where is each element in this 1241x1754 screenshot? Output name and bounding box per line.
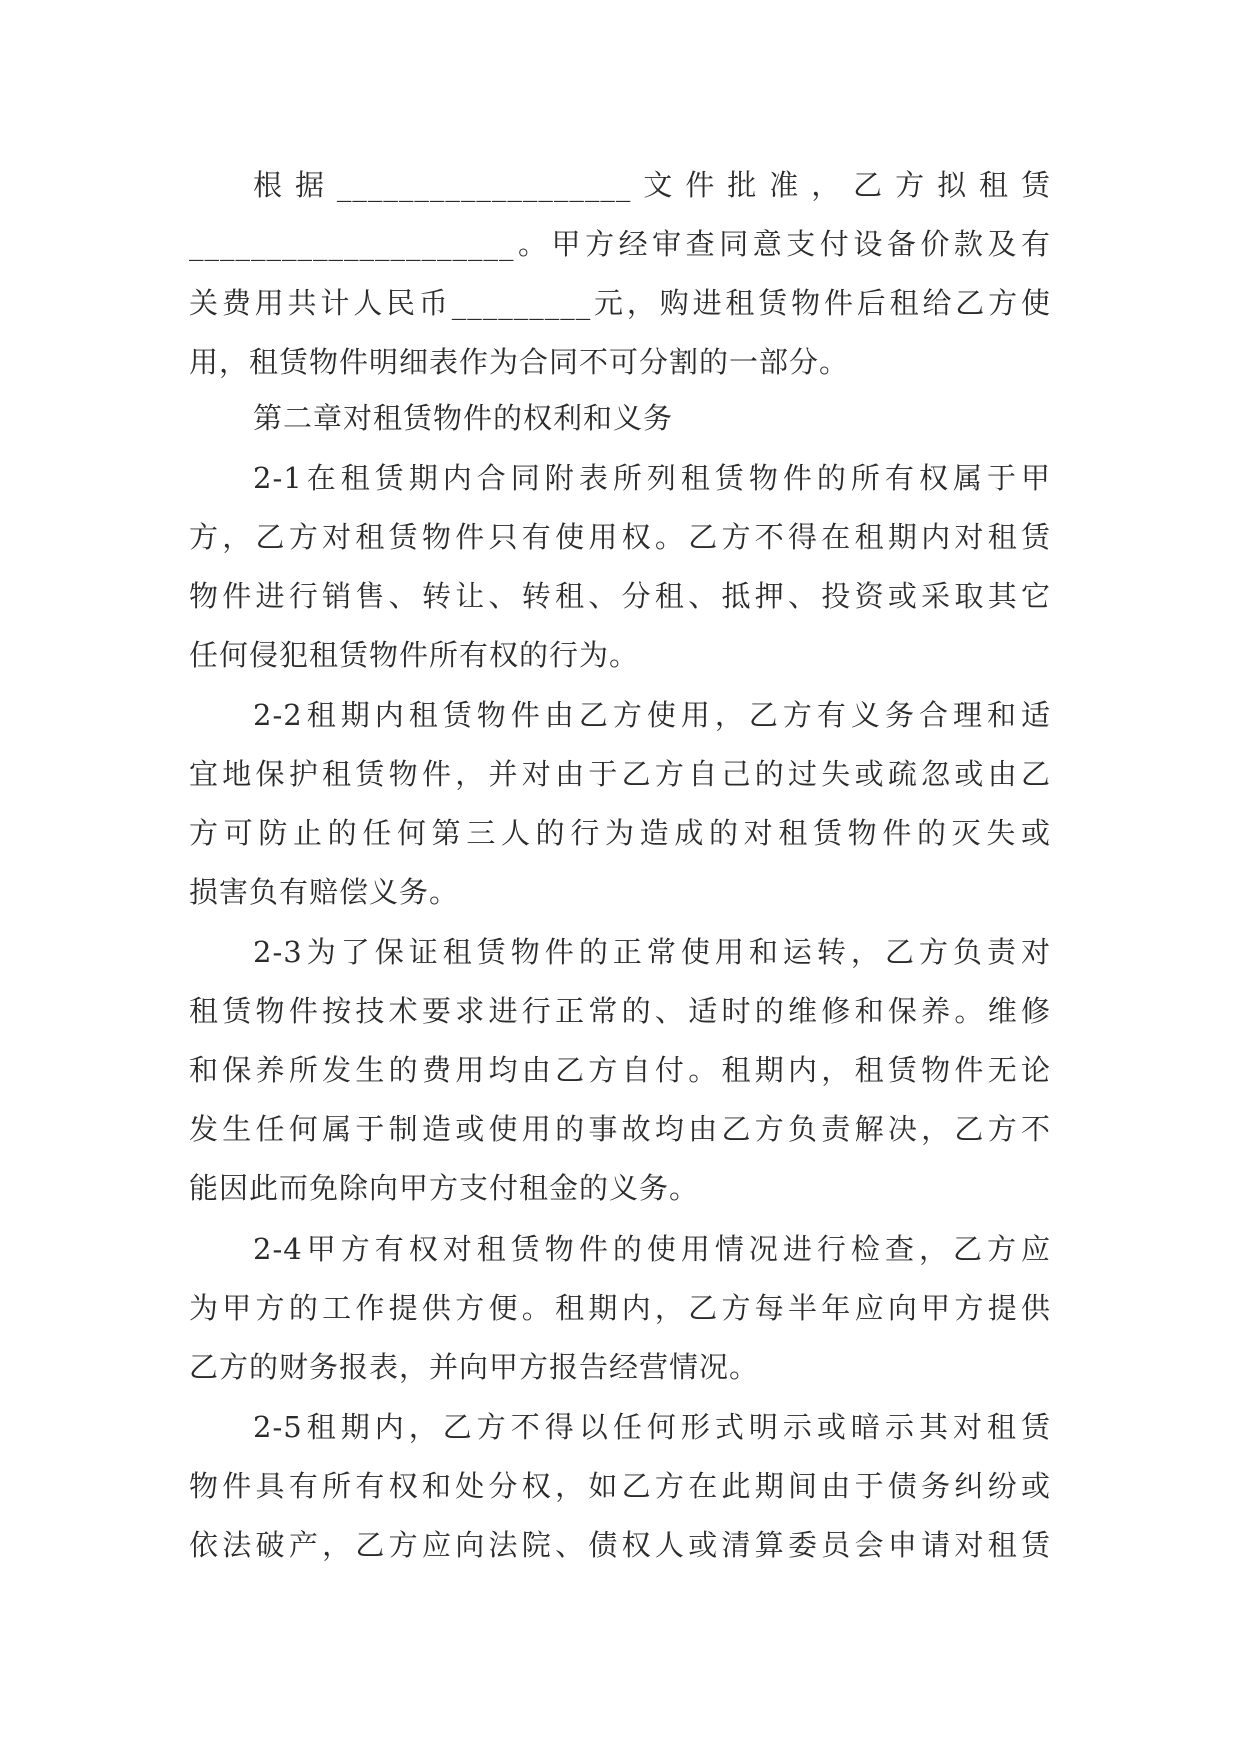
text-line: 租赁物件按技术要求进行正常的、适时的维修和保养。维修 xyxy=(189,994,1051,1028)
text-line: 用，租赁物件明细表作为合同不可分割的一部分。 xyxy=(189,345,850,379)
text-line: 2-5租期内，乙方不得以任何形式明示或暗示其对租赁 xyxy=(253,1410,1051,1444)
text-line: 损害负有赔偿义务。 xyxy=(189,875,460,909)
text-line: 和保养所发生的费用均由乙方自付。租期内，租赁物件无论 xyxy=(189,1053,1051,1087)
text-line: 任何侵犯租赁物件所有权的行为。 xyxy=(189,638,640,672)
text-line: 物件进行销售、转让、转租、分租、抵押、投资或采取其它 xyxy=(189,579,1051,613)
text-line: _____________________。甲方经审查同意支付设备价款及有 xyxy=(189,227,1051,261)
text-line: 乙方的财务报表，并向甲方报告经营情况。 xyxy=(189,1350,760,1384)
text-line: 2-1在租赁期内合同附表所列租赁物件的所有权属于甲 xyxy=(253,461,1051,495)
text-line: 2-4甲方有权对租赁物件的使用情况进行检查，乙方应 xyxy=(253,1232,1051,1266)
text-line: 物件具有所有权和处分权，如乙方在此期间由于债务纠纷或 xyxy=(189,1469,1051,1503)
text-line: 宜地保护租赁物件，并对由于乙方自己的过失或疏忽或由乙 xyxy=(189,757,1051,791)
text-line: 2-2租期内租赁物件由乙方使用，乙方有义务合理和适 xyxy=(253,698,1051,732)
text-line: 关费用共计人民币_________元，购进租赁物件后租给乙方使 xyxy=(189,286,1051,320)
text-line: 方可防止的任何第三人的行为造成的对租赁物件的灭失或 xyxy=(189,816,1051,850)
text-line: 为甲方的工作提供方便。租期内，乙方每半年应向甲方提供 xyxy=(189,1291,1051,1325)
text-line: 2-3为了保证租赁物件的正常使用和运转，乙方负责对 xyxy=(253,935,1051,969)
text-line: 根据___________________文件批准，乙方拟租赁 xyxy=(253,168,1051,202)
section-heading: 第二章对租赁物件的权利和义务 xyxy=(253,401,674,435)
text-line: 发生任何属于制造或使用的事故均由乙方负责解决，乙方不 xyxy=(189,1112,1051,1146)
text-line: 依法破产，乙方应向法院、债权人或清算委员会申请对租赁 xyxy=(189,1528,1051,1562)
text-line: 能因此而免除向甲方支付租金的义务。 xyxy=(189,1171,700,1205)
text-line: 方，乙方对租赁物件只有使用权。乙方不得在租期内对租赁 xyxy=(189,520,1051,554)
